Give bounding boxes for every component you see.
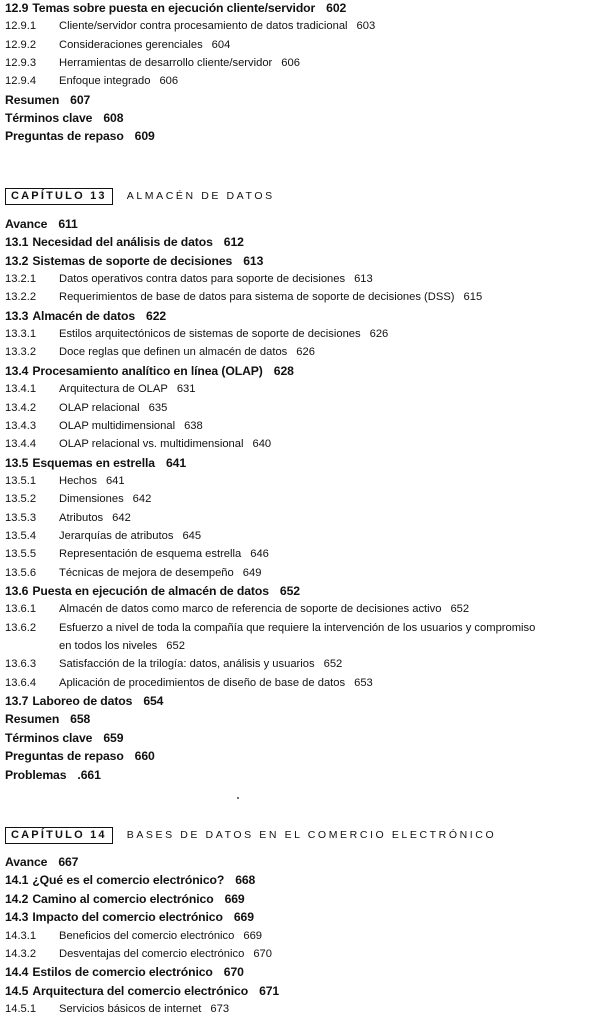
toc-entry-number: 12.9.2 <box>5 38 37 51</box>
toc-entry-page: 660 <box>134 749 155 764</box>
toc-entry <box>5 217 78 231</box>
toc-entry-title: Preguntas de repaso <box>5 749 124 764</box>
toc-entry-page: 622 <box>146 308 167 323</box>
toc-entry <box>5 731 123 745</box>
toc-entry-page: 669 <box>243 929 263 942</box>
toc-entry-page: 631 <box>176 383 196 396</box>
toc-entry-title: Avance <box>5 217 48 231</box>
toc-entry-title: Cliente/servidor contra procesamiento de datos tradicional <box>59 20 348 33</box>
toc-entry-page: 613 <box>243 253 264 268</box>
toc-entry <box>5 19 375 33</box>
toc-entry-title: Beneficios del comercio electrónico <box>59 929 235 942</box>
toc-entry-title: Camino al comercio electrónico <box>32 891 214 906</box>
toc-entry-number: 13.4.3 <box>5 419 37 432</box>
toc-entry-number: 13.1 <box>5 235 29 250</box>
toc-entry-title: Representación de esquema estrella <box>59 548 242 561</box>
toc-entry-title: Esquemas en estrella <box>32 455 155 470</box>
toc-entry-number: 13.6.1 <box>5 603 37 616</box>
toc-entry-page: 626 <box>296 346 315 359</box>
toc-entry-title: OLAP relacional vs. multidimensional <box>59 438 244 451</box>
toc-entry-number: 13.5.1 <box>5 474 37 487</box>
toc-entry-page: 608 <box>103 110 124 125</box>
toc-entry <box>5 382 196 396</box>
toc-entry <box>5 401 167 415</box>
toc-entry <box>5 474 125 488</box>
toc-entry-page: 669 <box>233 910 254 925</box>
toc-entry-page: 642 <box>112 511 131 524</box>
toc-entry-title: Avance <box>5 855 48 869</box>
toc-entry-number: 13.6.2 <box>5 621 37 634</box>
toc-entry-title: ¿Qué es el comercio electrónico? <box>32 873 225 888</box>
toc-entry-number: 13.5.5 <box>5 548 37 561</box>
toc-entry-number: 13.6.4 <box>5 676 37 689</box>
toc-entry-title: en todos los niveles <box>59 640 158 653</box>
toc-entry-page: 606 <box>159 75 179 88</box>
toc-entry-page: 602 <box>326 1 347 15</box>
toc-entry <box>5 873 255 887</box>
toc-entry-page: 611 <box>58 217 78 231</box>
toc-entry-number: 13.5.3 <box>5 511 37 524</box>
toc-entry-title: Procesamiento analítico en línea (OLAP) <box>32 363 263 378</box>
toc-entry-number: 13.2 <box>5 253 29 268</box>
toc-entry-title: Atributos <box>59 511 104 524</box>
toc-entry-page: 628 <box>273 363 294 378</box>
toc-entry-page: 653 <box>354 676 373 689</box>
toc-entry-number: 13.4.2 <box>5 401 37 414</box>
toc-entry-page: 670 <box>253 948 272 960</box>
toc-entry-title: Resumen <box>5 712 60 727</box>
toc-entry-number: 14.1 <box>5 873 29 888</box>
toc-entry <box>5 947 272 961</box>
toc-entry-title: Jerarquías de atributos <box>59 529 174 542</box>
toc-entry-number: 14.3.1 <box>5 929 37 942</box>
toc-entry-title: Aplicación de procedimientos de diseño de base de datos <box>59 676 346 689</box>
toc-entry-page: 649 <box>242 566 262 579</box>
toc-entry-page: 659 <box>103 730 124 745</box>
toc-entry-page: 635 <box>148 401 168 414</box>
toc-entry <box>5 254 263 268</box>
toc-entry-number: 14.5.1 <box>5 1003 37 1016</box>
toc-entry-title: Laboreo de datos <box>32 694 133 709</box>
toc-entry-title: OLAP multidimensional <box>59 419 176 432</box>
toc-entry-title: Desventajas del comercio electrónico <box>59 948 245 960</box>
toc-entry-title: Almacén de datos <box>32 308 136 323</box>
toc-entry-page: 668 <box>235 873 256 888</box>
toc-entry-title: Puesta en ejecución de almacén de datos <box>32 584 269 598</box>
toc-entry <box>5 272 373 286</box>
toc-entry-title: Hechos <box>59 474 97 487</box>
toc-entry-number: 13.4.4 <box>5 438 37 451</box>
toc-entry-title: Términos clave <box>5 110 93 125</box>
toc-entry-number: 14.4 <box>5 965 29 980</box>
toc-entry <box>5 1002 229 1016</box>
toc-entry-number: 13.5.2 <box>5 493 37 506</box>
toc-entry-title: Arquitectura del comercio electrónico <box>32 983 249 998</box>
toc-entry <box>5 965 244 979</box>
toc-entry-title: Enfoque integrado <box>59 75 151 88</box>
toc-entry-title: Estilos de comercio electrónico <box>32 965 213 980</box>
toc-entry <box>5 492 151 506</box>
toc-entry-page: 673 <box>210 1003 230 1016</box>
toc-entry <box>5 694 163 708</box>
toc-entry <box>5 547 269 561</box>
toc-entry <box>5 566 261 580</box>
toc-entry-page: 641 <box>105 474 125 487</box>
toc-entry-page: 638 <box>184 419 203 432</box>
toc-entry-page: 652 <box>166 640 185 653</box>
toc-entry <box>5 621 544 635</box>
toc-entry <box>5 309 166 323</box>
toc-entry-page: 609 <box>134 129 155 144</box>
toc-entry-number: 14.3.2 <box>5 948 37 960</box>
toc-entry-title: Almacén de datos como marco de referencia de soporte de decisiones activo <box>59 603 442 616</box>
toc-entry-page: 654 <box>143 694 164 709</box>
toc-entry-page: 671 <box>259 983 280 998</box>
toc-entry <box>5 364 294 378</box>
toc-entry <box>5 235 244 249</box>
toc-entry <box>5 1 346 15</box>
scan-speck <box>237 797 239 799</box>
toc-entry-page: 641 <box>165 455 187 470</box>
toc-entry-page: 646 <box>250 548 269 561</box>
toc-entry-title: OLAP relacional <box>59 401 140 414</box>
toc-entry-page: 669 <box>224 891 245 906</box>
toc-entry-page: 652 <box>323 658 343 671</box>
toc-entry-title: Preguntas de repaso <box>5 129 124 144</box>
toc-entry-title: Arquitectura de OLAP <box>59 383 168 396</box>
toc-entry-page: 652 <box>450 603 470 616</box>
toc-entry-number: 12.9 <box>5 1 29 15</box>
toc-entry <box>5 584 300 598</box>
toc-entry-number: 12.9.1 <box>5 20 37 33</box>
toc-entry-number: 13.4 <box>5 363 29 378</box>
toc-entry-title: Resumen <box>5 92 60 107</box>
toc-entry-number: 13.6 <box>5 584 29 598</box>
toc-entry-page: 667 <box>58 855 79 869</box>
toc-entry <box>5 93 90 107</box>
toc-entry-page: 642 <box>132 493 152 506</box>
toc-entry-title: Servicios básicos de internet <box>59 1003 202 1016</box>
toc-entry-number: 13.3.1 <box>5 328 37 341</box>
toc-entry <box>5 749 155 763</box>
toc-entry-title: Consideraciones gerenciales <box>59 38 203 51</box>
toc-entry <box>5 74 178 88</box>
toc-entry-number: 13.2.2 <box>5 291 37 304</box>
chapter-13-heading <box>5 187 275 205</box>
toc-entry-number: 13.5 <box>5 455 29 470</box>
toc-entry-title: Esfuerzo a nivel de toda la compañía que requiere la intervención de los usuarios y compromiso <box>59 621 536 634</box>
toc-entry-number: 14.3 <box>5 910 29 925</box>
toc-entry-page: 645 <box>182 529 202 542</box>
toc-entry-title: Temas sobre puesta en ejecución cliente/servidor <box>32 1 316 15</box>
toc-entry-page: 604 <box>211 38 231 51</box>
toc-entry <box>5 129 155 143</box>
toc-entry-number: 13.3 <box>5 308 29 323</box>
toc-entry <box>5 529 201 543</box>
toc-entry <box>5 855 78 869</box>
toc-entry <box>5 929 262 943</box>
toc-entry <box>5 768 101 782</box>
toc-entry-number: 14.2 <box>5 891 29 906</box>
toc-entry-page: 652 <box>279 584 300 598</box>
toc-entry-number: 13.3.2 <box>5 346 37 359</box>
toc-entry-page: 607 <box>70 92 91 107</box>
toc-entry-page: 612 <box>223 235 244 250</box>
toc-entry <box>5 602 469 616</box>
toc-entry-number: 14.5 <box>5 983 29 998</box>
toc-entry-title: Técnicas de mejora de desempeño <box>59 566 234 579</box>
toc-entry <box>5 111 123 125</box>
toc-entry-number: 13.6.3 <box>5 658 37 671</box>
toc-entry-title: Dimensiones <box>59 493 124 506</box>
toc-entry-number: 13.5.4 <box>5 529 37 542</box>
chapter-13-title: ALMACÉN DE DATOS <box>126 190 275 202</box>
toc-entry-number: 13.7 <box>5 694 29 709</box>
toc-entry <box>5 38 230 52</box>
toc-entry-page: 626 <box>369 328 389 341</box>
toc-entry <box>5 437 271 451</box>
toc-entry <box>5 657 342 671</box>
chapter-14-heading <box>5 826 496 844</box>
toc-entry <box>5 639 185 653</box>
toc-entry <box>5 327 388 341</box>
toc-entry <box>5 419 203 433</box>
toc-entry <box>5 56 300 70</box>
toc-entry-page: 658 <box>70 712 91 727</box>
toc-entry-title: Sistemas de soporte de decisiones <box>32 253 233 268</box>
toc-entry-title: Herramientas de desarrollo cliente/servidor <box>59 56 273 69</box>
chapter-13-label: CAPÍTULO 13 <box>5 188 113 205</box>
toc-entry <box>5 712 90 726</box>
toc-entry-title: Necesidad del análisis de datos <box>32 235 213 250</box>
toc-entry-number: 13.5.6 <box>5 566 37 579</box>
toc-entry-number: 12.9.3 <box>5 56 37 69</box>
toc-entry-title: Estilos arquitectónicos de sistemas de soporte de decisiones <box>59 328 361 341</box>
toc-entry <box>5 290 482 304</box>
chapter-14-label: CAPÍTULO 14 <box>5 827 113 844</box>
toc-entry-number: 13.4.1 <box>5 383 37 396</box>
toc-entry-title: Datos operativos contra datos para soporte de decisiones <box>59 273 346 286</box>
toc-entry-number: 12.9.4 <box>5 75 37 88</box>
toc-entry-page: .661 <box>77 767 101 782</box>
toc-entry-page: 640 <box>252 438 272 451</box>
toc-entry <box>5 456 186 470</box>
toc-entry-title: Impacto del comercio electrónico <box>32 910 223 925</box>
toc-entry-title: Satisfacción de la trilogía: datos, análisis y usuarios <box>59 658 315 671</box>
toc-entry-title: Términos clave <box>5 730 93 745</box>
toc-entry <box>5 892 245 906</box>
toc-entry <box>5 511 131 525</box>
toc-entry-page: 613 <box>354 273 373 286</box>
toc-entry-title: Doce reglas que definen un almacén de datos <box>59 346 288 359</box>
toc-entry-page: 670 <box>223 965 244 980</box>
toc-entry <box>5 676 373 690</box>
toc-entry <box>5 345 315 359</box>
toc-entry-page: 606 <box>281 56 300 69</box>
toc-entry-page: 603 <box>356 20 376 33</box>
toc-entry-title: Requerimientos de base de datos para sistema de soporte de decisiones (DSS) <box>59 291 455 304</box>
toc-entry <box>5 984 279 998</box>
chapter-14-title: BASES DE DATOS EN EL COMERCIO ELECTRÓNICO <box>126 829 497 841</box>
toc-entry-number: 13.2.1 <box>5 273 37 286</box>
toc-entry <box>5 910 254 924</box>
toc-entry-title: Problemas <box>5 767 67 782</box>
toc-entry-page: 615 <box>463 291 483 304</box>
